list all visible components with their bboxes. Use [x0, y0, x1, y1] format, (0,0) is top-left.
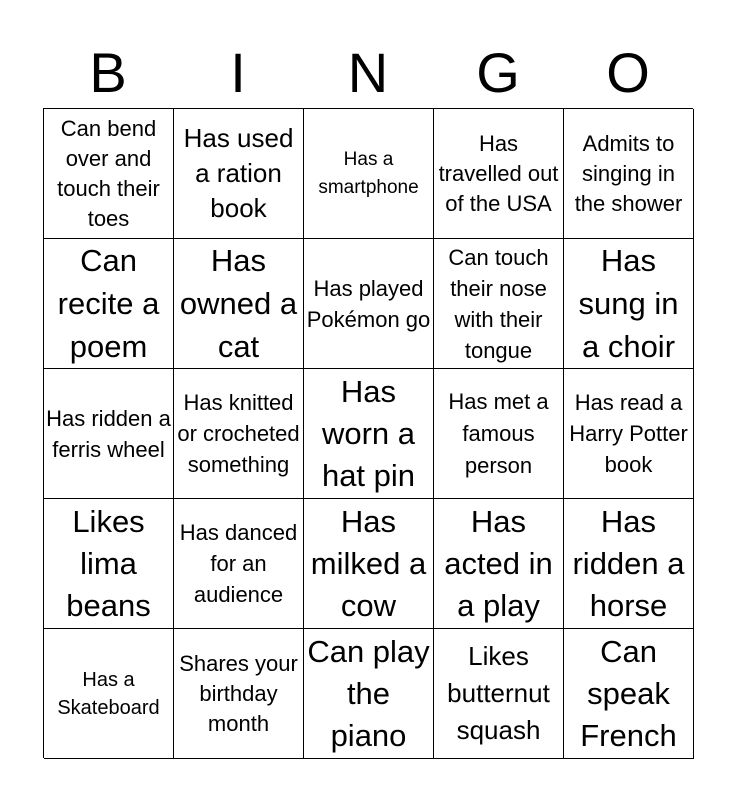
- bingo-cell[interactable]: [304, 109, 434, 239]
- cell-text: Has ridden a horse: [572, 503, 685, 623]
- bingo-cell[interactable]: [434, 239, 564, 369]
- bingo-cell[interactable]: [174, 369, 304, 499]
- bingo-cell[interactable]: [44, 239, 174, 369]
- cell-text: Has sung in a choir: [578, 243, 679, 364]
- cell-text: Has played Pokémon go: [306, 275, 431, 332]
- cell-text: Has acted in a play: [444, 503, 553, 623]
- header-letter-i: I: [230, 41, 246, 104]
- bingo-header: [43, 38, 693, 108]
- cell-text: Shares your birthday month: [179, 650, 298, 736]
- bingo-cell[interactable]: [174, 239, 304, 369]
- bingo-cell[interactable]: [564, 109, 694, 239]
- cell-text: Has milked a cow: [310, 503, 427, 623]
- bingo-cell[interactable]: [434, 629, 564, 759]
- bingo-cell[interactable]: [304, 499, 434, 629]
- header-letter-n: N: [347, 41, 389, 104]
- bingo-cell[interactable]: [174, 499, 304, 629]
- bingo-cell[interactable]: [564, 499, 694, 629]
- bingo-cell[interactable]: [304, 629, 434, 759]
- header-letter-g: G: [476, 41, 520, 104]
- cell-text: Has met a famous person: [448, 388, 549, 478]
- header-letter-b: B: [89, 41, 127, 104]
- cell-text: Can recite a poem: [57, 243, 160, 364]
- cell-text: Admits to singing in the shower: [574, 130, 683, 216]
- cell-text: Can touch their nose with their tongue: [448, 244, 549, 363]
- bingo-cell[interactable]: [434, 369, 564, 499]
- cell-text: Has knitted or crocheted something: [177, 390, 300, 477]
- cell-text: Has a smartphone: [318, 148, 419, 198]
- bingo-cell[interactable]: [174, 109, 304, 239]
- bingo-cell[interactable]: [44, 109, 174, 239]
- bingo-cell[interactable]: [434, 499, 564, 629]
- cell-text: Has worn a hat pin: [321, 373, 416, 493]
- bingo-cell[interactable]: [564, 629, 694, 759]
- bingo-cell[interactable]: [564, 369, 694, 499]
- bingo-cell[interactable]: [174, 629, 304, 759]
- cell-text: Has read a Harry Potter book: [569, 390, 688, 477]
- bingo-cell[interactable]: [44, 629, 174, 759]
- bingo-cell[interactable]: [304, 239, 434, 369]
- cell-text: Has travelled out of the USA: [438, 130, 559, 216]
- cell-text: Can bend over and touch their toes: [57, 115, 160, 231]
- bingo-cell[interactable]: [434, 109, 564, 239]
- cell-text: Can speak French: [580, 633, 677, 753]
- cell-text: Has used a ration book: [183, 123, 294, 223]
- bingo-board: [43, 108, 693, 758]
- bingo-cell[interactable]: [44, 369, 174, 499]
- cell-text: Likes butternut squash: [447, 641, 550, 745]
- header-letter-o: O: [606, 41, 650, 104]
- cell-text: Can play the piano: [307, 633, 430, 753]
- bingo-cell[interactable]: [564, 239, 694, 369]
- cell-text: Has ridden a ferris wheel: [46, 405, 171, 462]
- cell-text: Has owned a cat: [179, 243, 298, 364]
- cell-text: Likes lima beans: [66, 503, 151, 623]
- cell-text: Has danced for an audience: [179, 520, 298, 607]
- cell-text: Has a Skateboard: [57, 668, 160, 719]
- bingo-cell[interactable]: [304, 369, 434, 499]
- bingo-cell[interactable]: [44, 499, 174, 629]
